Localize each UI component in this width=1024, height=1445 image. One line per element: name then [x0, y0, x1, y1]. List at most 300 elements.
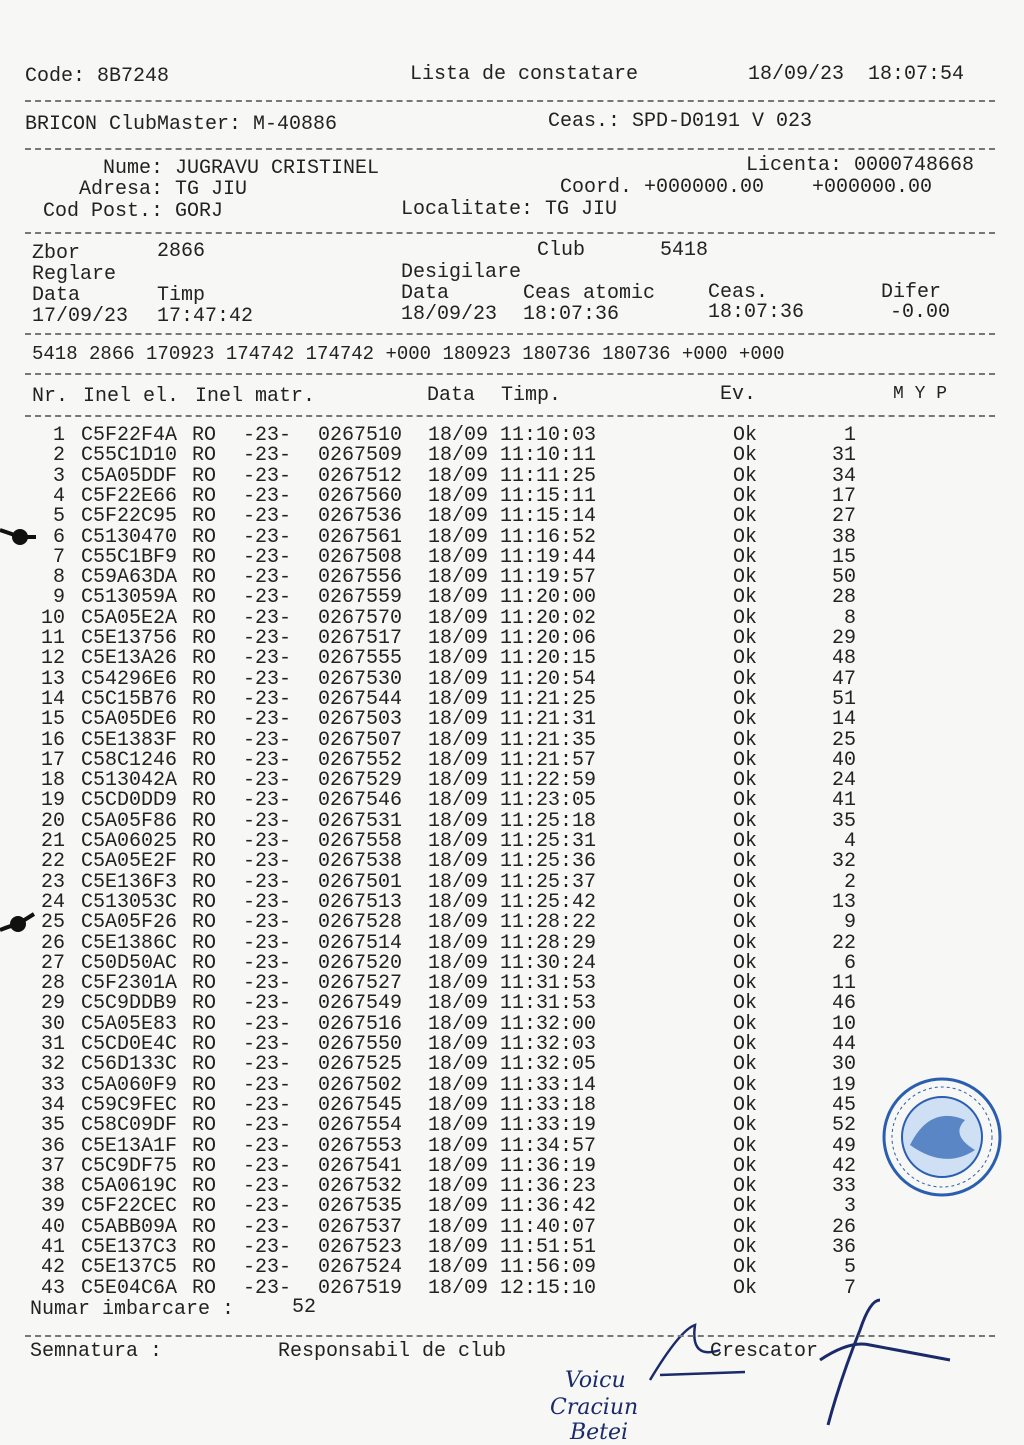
- row-nr: 32: [40, 1053, 65, 1077]
- ring-number: 0267527: [318, 972, 403, 996]
- arrival-time: 11:20:06: [500, 627, 597, 650]
- ring-year: -23-: [243, 992, 292, 1016]
- m-value: 9: [843, 911, 856, 935]
- ring-year: -23-: [243, 931, 292, 955]
- col-ring-matr: Inel matr.: [195, 385, 316, 408]
- ring-electronic: C5CD0DD9: [81, 789, 178, 813]
- ring-year: -23-: [243, 1236, 292, 1259]
- ring-electronic: C5A060F9: [81, 1073, 178, 1097]
- ring-electronic: C5E13A26: [81, 647, 178, 671]
- club-value: 5418: [660, 239, 709, 262]
- ring-year: -23-: [243, 1256, 292, 1280]
- ring-electronic: C5F22F4A: [81, 424, 178, 447]
- m-value: 51: [831, 687, 856, 711]
- m-value: 32: [831, 850, 856, 874]
- ring-number: 0267512: [318, 464, 403, 488]
- ring-number: 0267558: [318, 830, 403, 853]
- reg-date-label: Data: [32, 284, 81, 307]
- arrival-date: 18/09: [428, 890, 489, 914]
- arrival-time: 11:21:31: [500, 708, 597, 732]
- ring-country: RO: [192, 972, 217, 996]
- m-value: 28: [831, 586, 856, 610]
- m-value: 47: [831, 667, 856, 691]
- row-nr: 25: [40, 911, 65, 935]
- event-status: Ok: [733, 789, 758, 813]
- m-value: 8: [843, 606, 856, 630]
- ring-country: RO: [192, 809, 217, 833]
- table-row: [0, 771, 1024, 791]
- ring-country: RO: [192, 444, 217, 468]
- numar-value: 52: [292, 1296, 317, 1319]
- table-row: [0, 994, 1024, 1014]
- ring-country: RO: [192, 850, 217, 874]
- row-nr: 15: [40, 708, 65, 732]
- ring-number: 0267514: [318, 931, 403, 955]
- event-status: Ok: [733, 931, 758, 955]
- row-nr: 9: [52, 586, 65, 610]
- ring-electronic: C55C1BF9: [81, 545, 178, 569]
- ring-year: -23-: [243, 525, 292, 549]
- ring-number: 0267502: [318, 1073, 403, 1097]
- ring-number: 0267528: [318, 911, 403, 935]
- locality: Localitate: TG JIU: [401, 198, 618, 221]
- event-status: Ok: [733, 951, 758, 975]
- ring-year: -23-: [243, 789, 292, 813]
- table-row: [0, 913, 1024, 933]
- m-value: 29: [831, 627, 856, 650]
- ring-country: RO: [192, 566, 217, 590]
- ring-country: RO: [192, 424, 217, 447]
- row-nr: 13: [40, 667, 65, 691]
- ring-year: -23-: [243, 545, 292, 569]
- event-status: Ok: [733, 1114, 758, 1138]
- event-status: Ok: [733, 1256, 758, 1280]
- postal-code: Cod Post.: GORJ: [43, 200, 224, 223]
- col-myp: M Y P: [893, 384, 948, 404]
- arrival-time: 11:15:14: [500, 505, 597, 529]
- arrival-date: 18/09: [428, 830, 489, 853]
- row-nr: 36: [40, 1134, 65, 1158]
- signature-1: Voicu: [565, 1368, 626, 1393]
- ring-number: 0267503: [318, 708, 403, 732]
- table-row: [0, 545, 1024, 569]
- ring-country: RO: [192, 931, 217, 955]
- signature-3: Betei: [570, 1420, 629, 1445]
- row-nr: 28: [40, 972, 65, 996]
- m-value: 19: [831, 1073, 856, 1097]
- table-row: [0, 446, 1024, 466]
- clock-label: Ceas.: [708, 281, 769, 304]
- row-nr: 3: [52, 464, 65, 488]
- ring-electronic: C54296E6: [81, 667, 178, 691]
- arrival-date: 18/09: [428, 972, 489, 996]
- ring-electronic: C5F2301A: [81, 972, 178, 996]
- table-row: [0, 629, 1024, 649]
- arrival-time: 11:10:11: [500, 444, 597, 468]
- event-status: Ok: [733, 1175, 758, 1199]
- divider: [25, 1335, 995, 1337]
- event-status: Ok: [733, 1134, 758, 1158]
- ring-year: -23-: [243, 444, 292, 468]
- arrival-time: 11:25:37: [500, 870, 597, 894]
- m-value: 3: [843, 1195, 856, 1219]
- m-value: 17: [831, 484, 856, 508]
- divider: [25, 100, 995, 102]
- ring-electronic: C55C1D10: [81, 444, 178, 468]
- owner-address: Adresa: TG JIU: [79, 178, 248, 201]
- ring-year: -23-: [243, 1053, 292, 1077]
- event-status: Ok: [733, 647, 758, 671]
- event-status: Ok: [733, 972, 758, 996]
- row-nr: 23: [40, 870, 65, 894]
- table-row: [0, 1116, 1024, 1136]
- col-ev: Ev.: [720, 383, 757, 406]
- ring-number: 0267520: [318, 951, 403, 975]
- ring-number: 0267559: [318, 586, 403, 610]
- ring-country: RO: [192, 525, 217, 549]
- arrival-date: 18/09: [428, 647, 489, 671]
- ring-electronic: C5F22CEC: [81, 1195, 178, 1219]
- reg-date: 17/09/23: [32, 305, 129, 328]
- event-status: Ok: [733, 1236, 758, 1259]
- ring-electronic: C5A05F26: [81, 911, 178, 935]
- arrival-time: 11:22:59: [500, 769, 597, 793]
- arrival-date: 18/09: [428, 911, 489, 935]
- m-value: 6: [843, 951, 856, 975]
- col-nr: Nr.: [32, 385, 69, 408]
- ring-year: -23-: [243, 1215, 292, 1239]
- event-status: Ok: [733, 586, 758, 610]
- ring-country: RO: [192, 1073, 217, 1097]
- row-nr: 1: [52, 424, 65, 447]
- ring-country: RO: [192, 505, 217, 529]
- responsabil-label: Responsabil de club: [278, 1340, 507, 1363]
- clubmaster: BRICON ClubMaster: M-40886: [25, 113, 338, 136]
- arrival-date: 18/09: [428, 748, 489, 772]
- table-row: [0, 1055, 1024, 1075]
- row-nr: 26: [40, 931, 65, 955]
- ring-electronic: C5C15B76: [81, 687, 178, 711]
- ring-electronic: C58C09DF: [81, 1114, 178, 1138]
- arrival-date: 18/09: [428, 1154, 489, 1178]
- ring-electronic: C5F22C95: [81, 505, 178, 529]
- arrival-time: 11:28:22: [500, 911, 597, 935]
- ring-country: RO: [192, 830, 217, 853]
- ring-electronic: C50D50AC: [81, 951, 178, 975]
- ring-year: -23-: [243, 606, 292, 630]
- m-value: 38: [831, 525, 856, 549]
- event-status: Ok: [733, 890, 758, 914]
- divider: [25, 232, 995, 234]
- arrival-date: 18/09: [428, 809, 489, 833]
- table-row: [0, 974, 1024, 994]
- arrival-date: 18/09: [428, 992, 489, 1016]
- m-value: 45: [831, 1093, 856, 1117]
- event-status: Ok: [733, 748, 758, 772]
- des-date: 18/09/23: [401, 303, 498, 326]
- arrival-time: 11:28:29: [500, 931, 597, 955]
- event-status: Ok: [733, 484, 758, 508]
- event-status: Ok: [733, 809, 758, 833]
- table-row: [0, 1215, 1024, 1239]
- ring-year: -23-: [243, 1134, 292, 1158]
- arrival-time: 11:32:00: [500, 1012, 597, 1036]
- m-value: 52: [831, 1114, 856, 1138]
- ring-electronic: C5E13A1F: [81, 1134, 178, 1158]
- ring-number: 0267555: [318, 647, 403, 671]
- ring-number: 0267519: [318, 1276, 403, 1300]
- table-row: [0, 791, 1024, 811]
- reg-time: 17:47:42: [157, 305, 254, 328]
- row-nr: 16: [40, 728, 65, 752]
- row-nr: 19: [40, 789, 65, 813]
- ring-year: -23-: [243, 1033, 292, 1056]
- ring-year: -23-: [243, 627, 292, 650]
- ring-electronic: C5E137C3: [81, 1236, 178, 1259]
- ring-number: 0267516: [318, 1012, 403, 1036]
- arrival-time: 11:25:42: [500, 890, 597, 914]
- m-value: 15: [831, 545, 856, 569]
- ring-country: RO: [192, 951, 217, 975]
- arrival-time: 11:19:57: [500, 566, 597, 590]
- table-row: [0, 667, 1024, 691]
- ring-year: -23-: [243, 464, 292, 488]
- event-status: Ok: [733, 667, 758, 691]
- table-row: [0, 710, 1024, 730]
- table-row: [0, 1134, 1024, 1158]
- arrival-date: 18/09: [428, 1134, 489, 1158]
- m-value: 35: [831, 809, 856, 833]
- ring-year: -23-: [243, 1154, 292, 1178]
- ring-number: 0267532: [318, 1175, 403, 1199]
- ring-electronic: C59C9FEC: [81, 1093, 178, 1117]
- m-value: 5: [843, 1256, 856, 1280]
- ring-year: -23-: [243, 1276, 292, 1300]
- table-row: [0, 687, 1024, 711]
- ring-electronic: C5A05F86: [81, 809, 178, 833]
- zbor-value: 2866: [157, 240, 206, 263]
- row-nr: 43: [40, 1276, 65, 1300]
- desigilare-label: Desigilare: [401, 261, 522, 284]
- table-row: [0, 931, 1024, 955]
- ring-country: RO: [192, 1114, 217, 1138]
- ring-country: RO: [192, 687, 217, 711]
- ring-electronic: C5A0619C: [81, 1175, 178, 1199]
- m-value: 36: [831, 1236, 856, 1259]
- arrival-time: 11:20:00: [500, 586, 597, 610]
- arrival-date: 18/09: [428, 1093, 489, 1117]
- ring-number: 0267561: [318, 525, 403, 549]
- table-row: [0, 606, 1024, 630]
- ring-electronic: C56D133C: [81, 1053, 178, 1077]
- arrival-time: 11:21:35: [500, 728, 597, 752]
- event-status: Ok: [733, 850, 758, 874]
- difer-value: -0.00: [890, 301, 951, 324]
- ring-year: -23-: [243, 708, 292, 732]
- code-line: 5418 2866 170923 174742 174742 +000 180923 180736 180736 +000 +000: [32, 343, 785, 365]
- event-status: Ok: [733, 1012, 758, 1036]
- code: Code: 8B7248: [25, 65, 170, 88]
- ring-electronic: C5A05E83: [81, 1012, 178, 1036]
- arrival-date: 18/09: [428, 1276, 489, 1300]
- arrival-time: 11:20:02: [500, 606, 597, 630]
- ring-electronic: C5A06025: [81, 830, 178, 853]
- row-nr: 37: [40, 1154, 65, 1178]
- ring-country: RO: [192, 748, 217, 772]
- col-date: Data: [427, 384, 476, 407]
- arrival-date: 18/09: [428, 627, 489, 650]
- semnatura-label: Semnatura :: [30, 1340, 163, 1363]
- row-nr: 4: [52, 484, 65, 508]
- ring-number: 0267552: [318, 748, 403, 772]
- divider: [25, 148, 995, 150]
- ring-electronic: C5130470: [81, 525, 178, 549]
- ring-electronic: C58C1246: [81, 748, 178, 772]
- ring-country: RO: [192, 708, 217, 732]
- ring-electronic: C5CD0E4C: [81, 1033, 178, 1056]
- ring-electronic: C513053C: [81, 890, 178, 914]
- ring-country: RO: [192, 484, 217, 508]
- arrival-date: 18/09: [428, 566, 489, 590]
- arrival-date: 18/09: [428, 484, 489, 508]
- ring-electronic: C59A63DA: [81, 566, 178, 590]
- arrival-date: 18/09: [428, 1033, 489, 1056]
- table-row: [0, 507, 1024, 527]
- club-label: Club: [537, 239, 586, 262]
- ring-electronic: C5A05DE6: [81, 708, 178, 732]
- table-row: [0, 809, 1024, 833]
- event-status: Ok: [733, 1093, 758, 1117]
- ring-country: RO: [192, 1276, 217, 1300]
- arrival-date: 18/09: [428, 951, 489, 975]
- table-row: [0, 568, 1024, 588]
- m-value: 13: [831, 890, 856, 914]
- ring-number: 0267560: [318, 484, 403, 508]
- arrival-time: 11:33:19: [500, 1114, 597, 1138]
- ring-year: -23-: [243, 484, 292, 508]
- event-status: Ok: [733, 1033, 758, 1056]
- m-value: 48: [831, 647, 856, 671]
- m-value: 14: [831, 708, 856, 732]
- des-date-label: Data: [401, 282, 450, 305]
- event-status: Ok: [733, 1195, 758, 1219]
- zbor-label: Zbor: [32, 242, 81, 265]
- arrival-time: 11:36:42: [500, 1195, 597, 1219]
- event-status: Ok: [733, 424, 758, 447]
- table-row: [0, 748, 1024, 772]
- arrival-time: 11:30:24: [500, 951, 597, 975]
- arrival-time: 11:16:52: [500, 525, 597, 549]
- event-status: Ok: [733, 911, 758, 935]
- ring-electronic: C5E1386C: [81, 931, 178, 955]
- ring-year: -23-: [243, 586, 292, 610]
- event-status: Ok: [733, 627, 758, 650]
- m-value: 7: [843, 1276, 856, 1300]
- ring-country: RO: [192, 789, 217, 813]
- ring-year: -23-: [243, 424, 292, 447]
- ring-number: 0267517: [318, 627, 403, 650]
- ring-country: RO: [192, 911, 217, 935]
- coordinates: Coord. +000000.00 +000000.00: [560, 176, 933, 199]
- m-value: 40: [831, 748, 856, 772]
- arrival-time: 11:25:31: [500, 830, 597, 853]
- ring-number: 0267544: [318, 687, 403, 711]
- arrival-time: 11:20:15: [500, 647, 597, 671]
- table-row: [0, 1177, 1024, 1197]
- ring-number: 0267510: [318, 424, 403, 447]
- ring-year: -23-: [243, 687, 292, 711]
- arrival-time: 11:25:18: [500, 809, 597, 833]
- ring-number: 0267541: [318, 1154, 403, 1178]
- event-status: Ok: [733, 606, 758, 630]
- ring-electronic: C5E13756: [81, 627, 178, 650]
- row-nr: 30: [40, 1012, 65, 1036]
- crescator-label: Crescator: [710, 1340, 819, 1363]
- ring-country: RO: [192, 627, 217, 650]
- m-value: 34: [831, 464, 856, 488]
- arrival-time: 11:15:11: [500, 484, 597, 508]
- event-status: Ok: [733, 545, 758, 569]
- row-nr: 6: [52, 525, 65, 549]
- arrival-time: 11:10:03: [500, 424, 597, 447]
- arrival-time: 11:19:44: [500, 545, 597, 569]
- table-row: [0, 525, 1024, 549]
- table-row: [0, 1093, 1024, 1117]
- ring-country: RO: [192, 992, 217, 1016]
- row-nr: 27: [40, 951, 65, 975]
- arrival-time: 11:56:09: [500, 1256, 597, 1280]
- event-status: Ok: [733, 1215, 758, 1239]
- m-value: 24: [831, 769, 856, 793]
- table-row: [0, 1258, 1024, 1278]
- ring-year: -23-: [243, 1012, 292, 1036]
- row-nr: 39: [40, 1195, 65, 1219]
- col-time: Timp.: [501, 384, 562, 407]
- arrival-date: 18/09: [428, 870, 489, 894]
- arrival-date: 18/09: [428, 464, 489, 488]
- table-row: [0, 1238, 1024, 1258]
- row-nr: 10: [40, 606, 65, 630]
- table-row: [0, 484, 1024, 508]
- document-title: Lista de constatare: [410, 63, 639, 86]
- ring-electronic: C5ABB09A: [81, 1215, 178, 1239]
- ring-country: RO: [192, 769, 217, 793]
- ring-number: 0267549: [318, 992, 403, 1016]
- arrival-date: 18/09: [428, 1236, 489, 1259]
- arrival-time: 11:21:57: [500, 748, 597, 772]
- ring-electronic: C5C9DF75: [81, 1154, 178, 1178]
- divider: [25, 333, 995, 335]
- ring-number: 0267545: [318, 1093, 403, 1117]
- event-status: Ok: [733, 992, 758, 1016]
- ring-year: -23-: [243, 1093, 292, 1117]
- arrival-date: 18/09: [428, 586, 489, 610]
- ring-year: -23-: [243, 850, 292, 874]
- ring-year: -23-: [243, 972, 292, 996]
- ring-electronic: C5A05E2A: [81, 606, 178, 630]
- ring-electronic: C5C9DDB9: [81, 992, 178, 1016]
- reglare-label: Reglare: [32, 263, 117, 286]
- arrival-time: 11:34:57: [500, 1134, 597, 1158]
- ring-year: -23-: [243, 748, 292, 772]
- table-row: [0, 1276, 1024, 1300]
- ring-year: -23-: [243, 1195, 292, 1219]
- row-nr: 41: [40, 1236, 65, 1259]
- arrival-date: 18/09: [428, 525, 489, 549]
- ring-number: 0267556: [318, 566, 403, 590]
- arrival-date: 18/09: [428, 545, 489, 569]
- ring-electronic: C513059A: [81, 586, 178, 610]
